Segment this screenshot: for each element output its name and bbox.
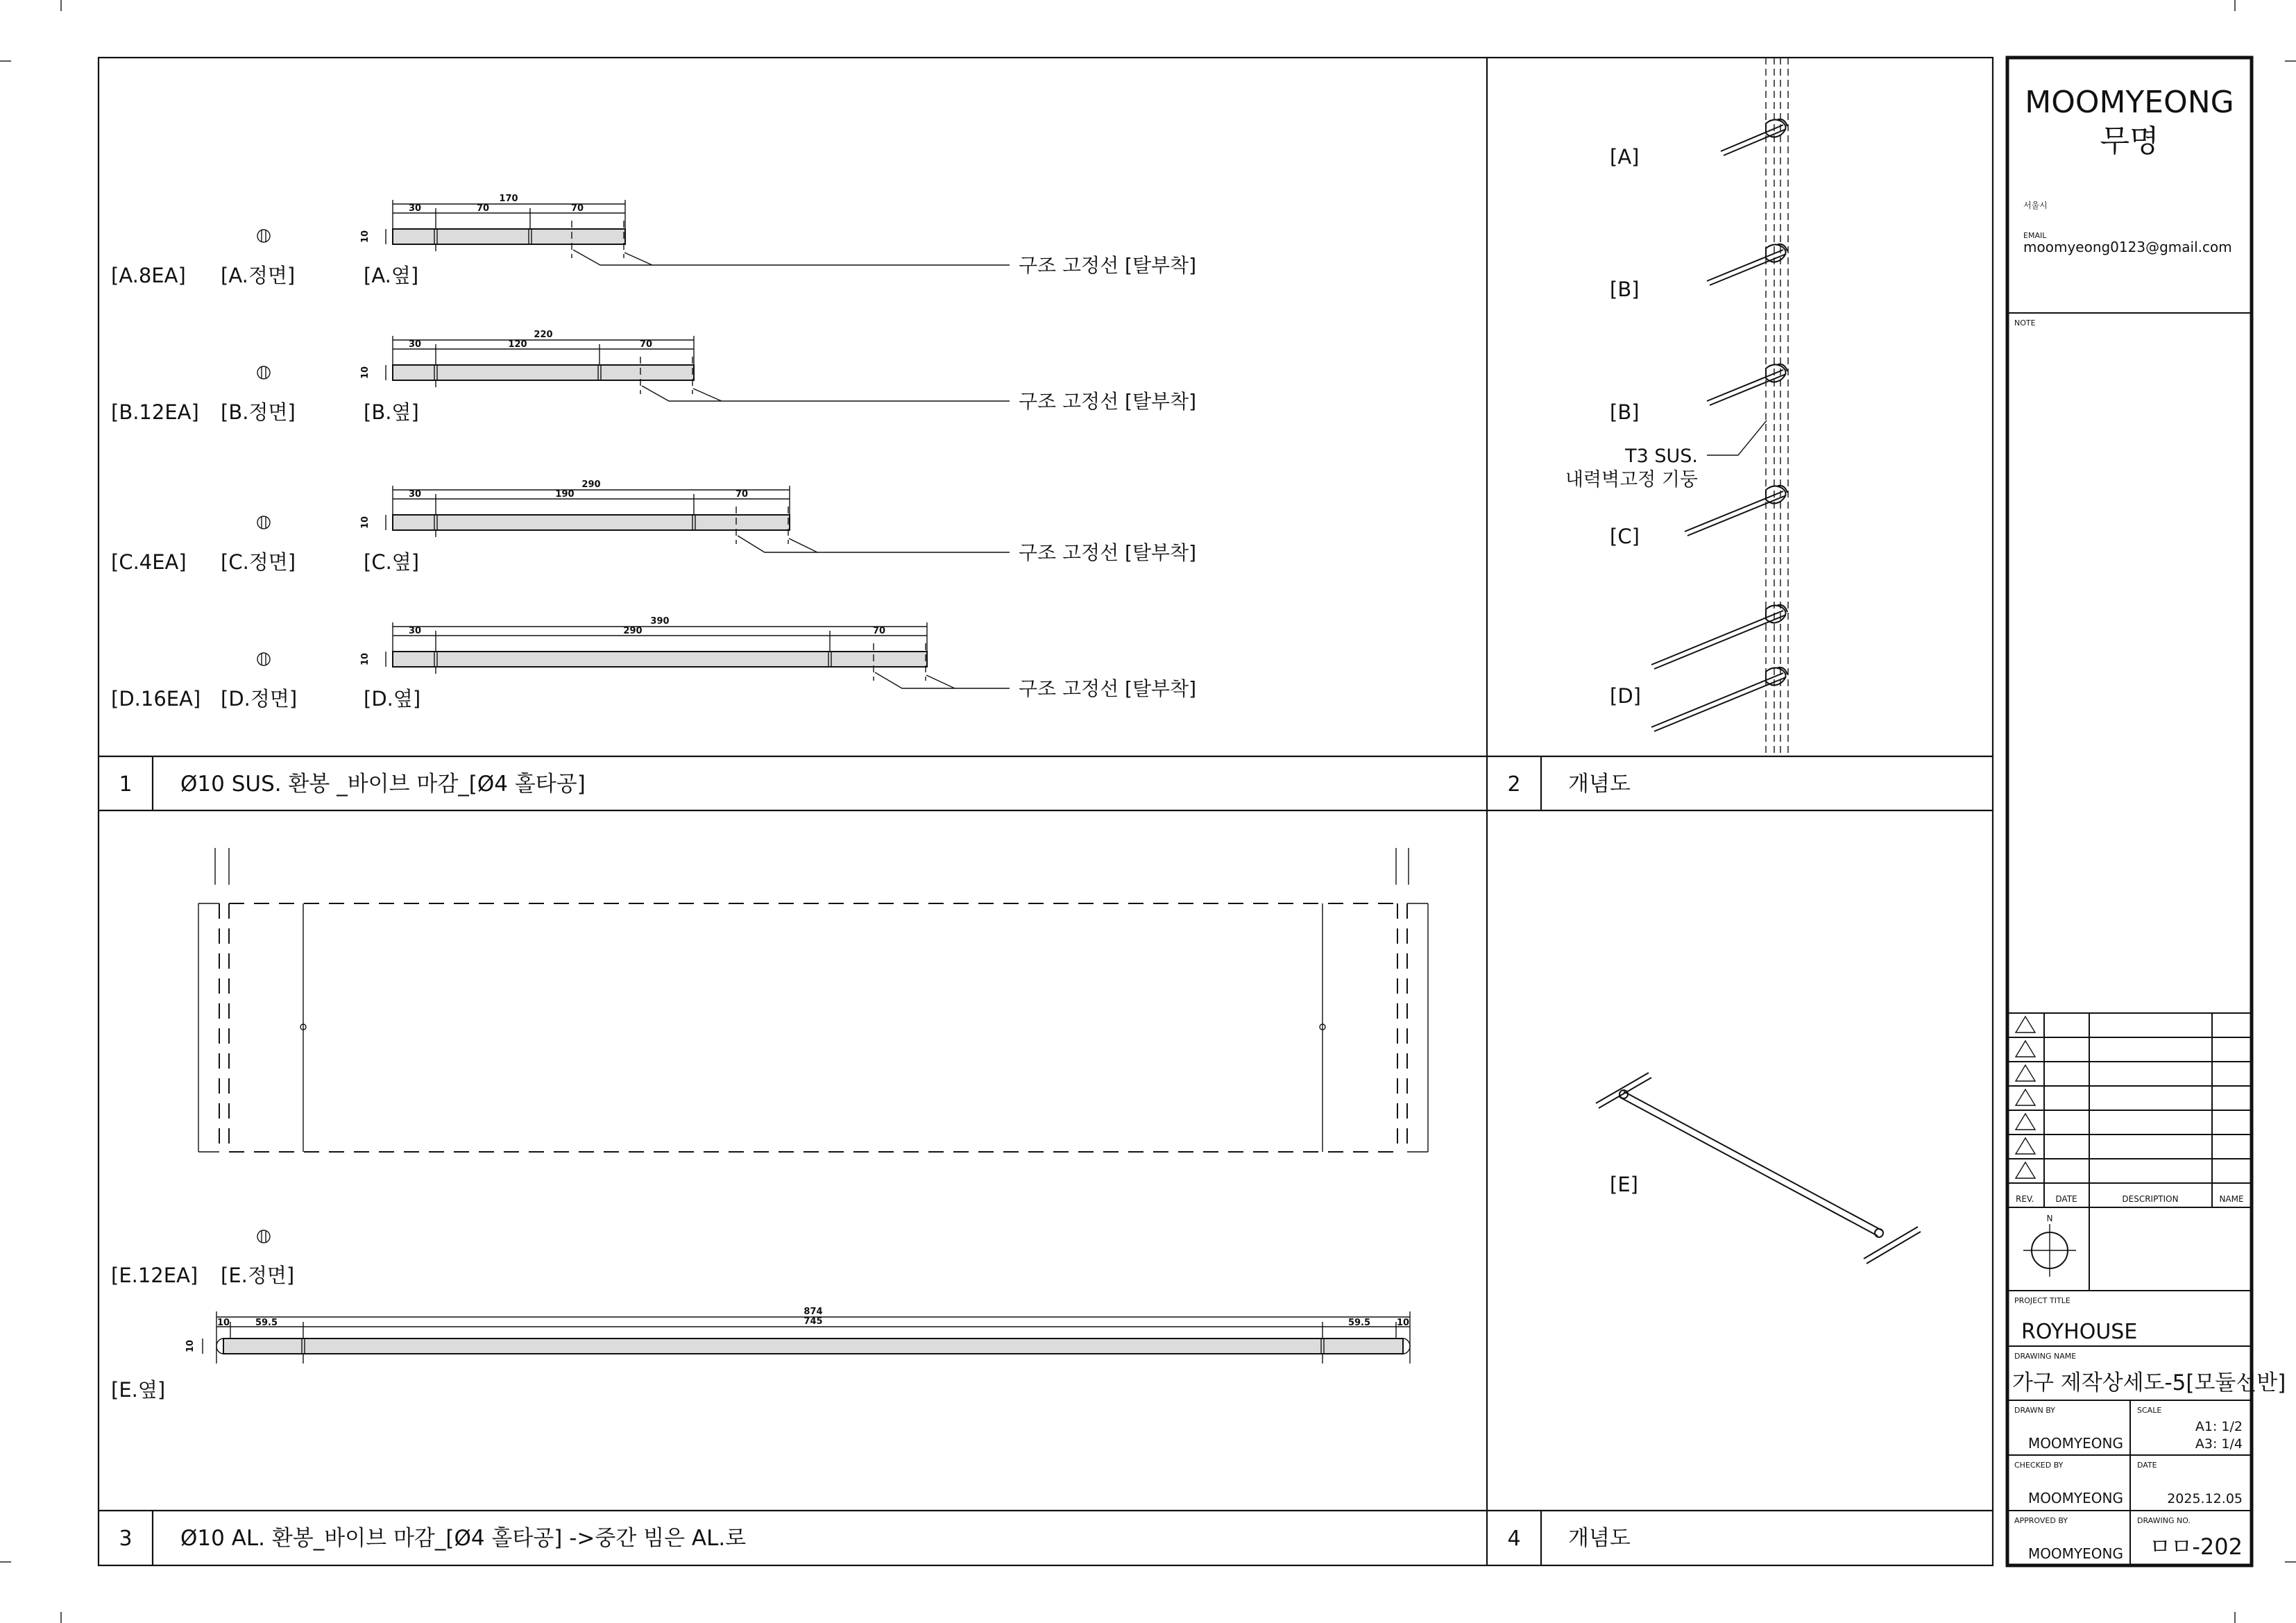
part-a-front-view xyxy=(257,230,270,242)
drawing-no-label: DRAWING NO. xyxy=(2137,1516,2191,1525)
part-a-dim-2: 70 xyxy=(476,203,490,214)
company-name-en: MOOMYEONG xyxy=(2025,85,2234,120)
part-b-callout: 구조 고정선 [탈부착] xyxy=(1019,390,1197,413)
part-d-dim-1: 30 xyxy=(408,626,422,636)
part-a-dim-1: 30 xyxy=(408,203,422,214)
part-a-row xyxy=(111,194,1196,287)
part-a-qty: [A.8EA] xyxy=(111,264,186,287)
part-d-side-label: [D.옆] xyxy=(364,687,421,711)
panel-2-number: 2 xyxy=(1507,772,1521,797)
iso-label-c: [C] xyxy=(1610,525,1640,548)
part-e-dim-end-left: 10 xyxy=(216,1318,230,1328)
rev-header-rev: REV. xyxy=(2016,1194,2034,1204)
part-b-dim-3: 70 xyxy=(639,339,653,350)
part-c-row xyxy=(111,479,1196,574)
part-b-callout-leader xyxy=(642,386,1010,401)
company-city: 서울시 xyxy=(2023,201,2048,210)
project-title-label: PROJECT TITLE xyxy=(2014,1296,2070,1305)
part-a-callout-leader xyxy=(573,250,1010,265)
project-title: ROYHOUSE xyxy=(2021,1320,2138,1344)
part-a-dim-total: 170 xyxy=(499,194,518,204)
panel-1-number: 1 xyxy=(119,772,133,797)
part-d-callout: 구조 고정선 [탈부착] xyxy=(1019,677,1197,700)
part-e-qty: [E.12EA] xyxy=(111,1264,198,1287)
scale-a3: A3: 1/4 xyxy=(2195,1436,2243,1452)
approved-by-label: APPROVED BY xyxy=(2014,1516,2068,1525)
email-label: EMAIL xyxy=(2023,231,2047,240)
part-e-side-label: [E.옆] xyxy=(111,1378,166,1402)
note-label: NOTE xyxy=(2014,318,2036,328)
part-b-side-label: [B.옆] xyxy=(364,400,419,424)
drawn-by-label: DRAWN BY xyxy=(2014,1406,2055,1415)
panel-4-number: 4 xyxy=(1507,1527,1521,1551)
part-c-side-view xyxy=(360,479,790,544)
part-e-dim-total-inner: 745 xyxy=(803,1316,823,1327)
part-d-side-view xyxy=(360,616,927,681)
column-note-leader xyxy=(1707,420,1767,455)
north-label: N xyxy=(2046,1214,2053,1223)
part-b-dim-1: 30 xyxy=(408,339,422,350)
rev-header-name: NAME xyxy=(2219,1194,2244,1204)
wall-column xyxy=(1766,58,1788,756)
part-b-side-view xyxy=(360,330,694,394)
part-d-front-view xyxy=(257,653,270,665)
part-d-dim-2: 290 xyxy=(623,626,643,636)
part-d-dim-total: 390 xyxy=(650,616,670,627)
panel-2-title: 개념도 xyxy=(1568,772,1631,797)
part-a-side-label: [A.옆] xyxy=(364,264,419,287)
iso-label-b2: [B] xyxy=(1610,400,1640,424)
part-d-front-label: [D.정면] xyxy=(221,687,298,711)
part-b-front-view xyxy=(257,366,270,379)
column-note-line-1: T3 SUS. xyxy=(1625,445,1698,467)
drawing-no: ㅁㅁ-202 xyxy=(2149,1533,2243,1560)
iso-label-d: [D] xyxy=(1610,684,1641,708)
part-c-front-view xyxy=(257,516,270,529)
company-name-ko: 무명 xyxy=(2100,124,2159,159)
part-b-qty: [B.12EA] xyxy=(111,400,199,424)
part-d-qty: [D.16EA] xyxy=(111,687,201,711)
rev-header-description: DESCRIPTION xyxy=(2122,1194,2179,1204)
part-c-dim-total: 290 xyxy=(581,479,601,490)
email-value: moomyeong0123@gmail.com xyxy=(2023,239,2232,255)
part-a-callout: 구조 고정선 [탈부착] xyxy=(1019,254,1197,277)
rod-d2-iso xyxy=(1651,668,1787,731)
rod-c-iso xyxy=(1685,486,1787,536)
part-c-dim-3: 70 xyxy=(735,489,749,500)
part-c-dim-2: 190 xyxy=(555,489,575,500)
panel-3 xyxy=(111,848,1428,1551)
part-b-dim-total: 220 xyxy=(534,330,553,340)
part-c-front-label: [C.정면] xyxy=(221,550,296,574)
part-c-side-label: [C.옆] xyxy=(364,550,420,574)
part-d-row xyxy=(111,616,1196,711)
part-b-front-label: [B.정면] xyxy=(221,400,296,424)
part-a-dim-3: 70 xyxy=(570,203,584,214)
checked-by: MOOMYEONG xyxy=(2027,1490,2123,1506)
part-e-dim-right: 59.5 xyxy=(1347,1318,1371,1328)
part-c-qty: [C.4EA] xyxy=(111,550,187,574)
iso-label-b1: [B] xyxy=(1610,278,1640,301)
frame-plan-view xyxy=(198,848,1428,1152)
rod-b1-iso xyxy=(1707,244,1787,285)
part-a-side-view xyxy=(360,194,625,258)
revision-table xyxy=(2007,1013,2252,1207)
north-arrow xyxy=(2007,1207,2252,1291)
part-a-dim-height: 10 xyxy=(360,230,371,244)
part-d-dim-3: 70 xyxy=(872,626,886,636)
part-e-side-view xyxy=(185,1307,1410,1363)
date-label: DATE xyxy=(2137,1461,2157,1470)
part-a-front-label: [A.정면] xyxy=(221,264,296,287)
revision-triangles xyxy=(2016,1017,2035,1178)
panel-3-number: 3 xyxy=(119,1527,133,1551)
part-d-dim-height: 10 xyxy=(360,652,371,666)
rev-header-date: DATE xyxy=(2055,1194,2077,1204)
part-c-dim-1: 30 xyxy=(408,489,422,500)
part-c-callout-leader xyxy=(738,536,1010,552)
rod-d1-iso xyxy=(1651,605,1787,669)
drawing-name-label: DRAWING NAME xyxy=(2014,1352,2077,1361)
approved-by: MOOMYEONG xyxy=(2027,1545,2123,1562)
part-b-row xyxy=(111,330,1196,424)
part-e-front-label: [E.정면] xyxy=(221,1264,295,1287)
column-note-line-2: 내력벽고정 기둥 xyxy=(1565,469,1698,491)
part-c-dim-height: 10 xyxy=(360,516,371,529)
title-block xyxy=(2007,58,2286,1565)
rod-b2-iso xyxy=(1707,364,1787,405)
part-e-dim-total-outer: 874 xyxy=(803,1307,823,1317)
panel-3-title: Ø10 AL. 환봉_바이브 마감_[Ø4 홀타공] ->중간 빔은 AL.로 xyxy=(180,1526,747,1551)
part-d-callout-leader xyxy=(875,672,1010,688)
scale-a1: A1: 1/2 xyxy=(2195,1419,2243,1434)
drawing-name: 가구 제작상세도-5[모듈선반] xyxy=(2012,1370,2286,1395)
panel-1-title: Ø10 SUS. 환봉 _바이브 마감_[Ø4 홀타공] xyxy=(180,772,586,797)
rod-e-iso xyxy=(1596,1073,1921,1264)
iso-label-e: [E] xyxy=(1610,1173,1638,1196)
panel-4 xyxy=(1507,1073,1921,1551)
part-e-dim-end-right: 10 xyxy=(1396,1318,1410,1328)
date-value: 2025.12.05 xyxy=(2167,1491,2243,1506)
rod-a-iso xyxy=(1721,119,1787,155)
part-b-dim-2: 120 xyxy=(508,339,527,350)
drawn-by: MOOMYEONG xyxy=(2027,1435,2123,1452)
part-e-dim-left: 59.5 xyxy=(255,1318,278,1328)
part-e-front-view xyxy=(257,1230,270,1243)
panel-4-title: 개념도 xyxy=(1568,1526,1631,1551)
checked-by-label: CHECKED BY xyxy=(2014,1461,2064,1470)
iso-label-a: [A] xyxy=(1610,145,1640,169)
part-c-callout: 구조 고정선 [탈부착] xyxy=(1019,541,1197,564)
panel-2 xyxy=(1507,58,1788,797)
scale-label: SCALE xyxy=(2137,1406,2162,1415)
part-e-dim-height: 10 xyxy=(185,1339,196,1353)
part-b-dim-height: 10 xyxy=(360,366,371,380)
panel-1 xyxy=(111,194,1196,797)
